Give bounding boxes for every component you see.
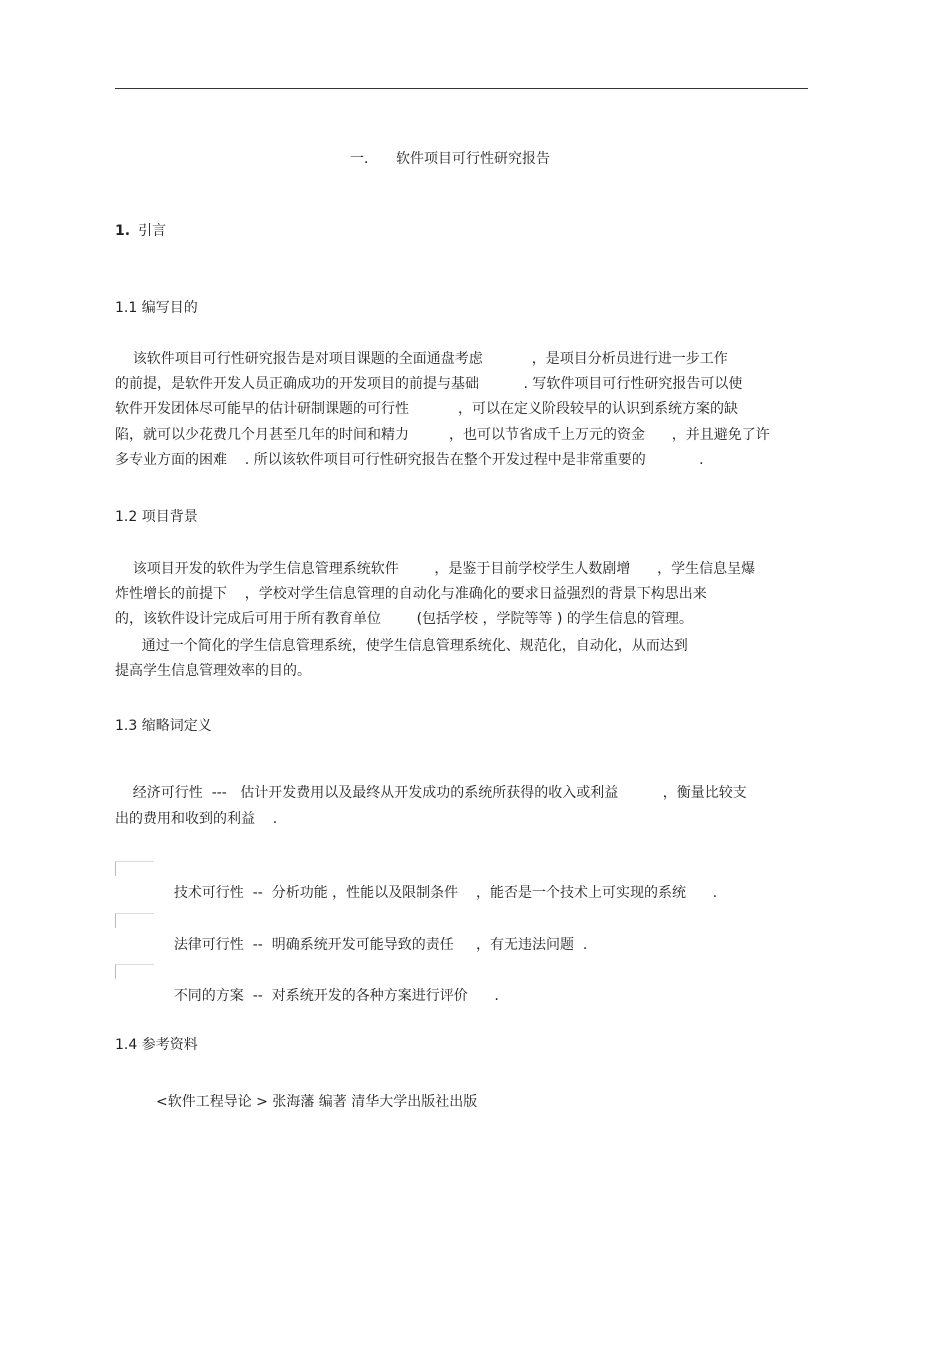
document-title (350, 147, 550, 171)
s1-1-line: 多专业方面的困难 . 所以该软件项目可行性研究报告在整个开发过程中是非常重要的 . (115, 452, 704, 468)
s1-2-line: 通过一个简化的学生信息管理系统，使学生信息管理系统化、规范化，自动化，从而达到 (115, 638, 688, 654)
s1-1-line: 软件开发团体尽可能早的估计研制课题的可行性 ，可以在定义阶段较早的认识到系统方案的缺 (115, 401, 738, 417)
section-1-number: 1. (115, 223, 131, 239)
s1-1-line: 该软件项目可行性研究报告是对项目课题的全面通盘考虑 ，是项目分析员进行进一步工作 (115, 351, 728, 367)
section-1-4-heading: 1.4 参考资料 (115, 1037, 198, 1053)
bullet-marker (115, 861, 154, 876)
s1-2-line: 该项目开发的软件为学生信息管理系统软件 ，是鉴于目前学校学生人数剧增 ，学生信息呈爆 (115, 561, 756, 577)
section-1-3-heading: 1.3 缩略词定义 (115, 718, 212, 734)
section-1-heading (115, 219, 166, 243)
econ-feasibility-line: 出的费用和收到的利益 . (115, 811, 278, 827)
section-1-label: 引言 (138, 223, 167, 239)
s1-1-line: 陷，就可以少花费几个月甚至几年的时间和精力 ，也可以节省成千上万元的资金 ，并且避免了许 (115, 427, 770, 443)
section-1-1-heading: 1.1 编写目的 (115, 300, 198, 316)
bullet-text: 不同的方案 -- 对系统开发的各种方案进行评价 . (173, 988, 499, 1004)
bullet-text: 技术可行性 -- 分析功能 ，性能以及限制条件 ，能否是一个技术上可实现的系统 . (173, 885, 718, 901)
reference-entry: <软件工程导论 > 张海藩 编著 清华大学出版社出版 (156, 1094, 478, 1110)
s1-2-line: 的，该软件设计完成后可用于所有教育单位 (包括学校 ，学院等等 ) 的学生信息的管理。 (115, 611, 693, 627)
bullet-marker (115, 913, 154, 928)
bullet-marker (115, 964, 154, 979)
bullet-text: 法律可行性 -- 明确系统开发可能导致的责任 ，有无违法问题 . (173, 937, 588, 953)
econ-feasibility-line: 经济可行性 --- 估计开发费用以及最终从开发成功的系统所获得的收入或利益 ，衡量比较支 (115, 785, 747, 801)
section-1-2-heading: 1.2 项目背景 (115, 509, 198, 525)
s1-2-line: 炸性增长的前提下 ，学校对学生信息管理的自动化与准确化的要求日益强烈的背景下构思出来 (115, 586, 707, 602)
title-text: 软件项目可行性研究报告 (396, 151, 550, 167)
header-rule (115, 88, 808, 89)
title-number: 一． (350, 151, 378, 167)
bullet-item-alternatives (115, 960, 499, 1032)
s1-2-line: 提高学生信息管理效率的目的。 (115, 663, 311, 679)
s1-1-line: 的前提，是软件开发人员正确成功的开发项目的前提与基础 . 写软件项目可行性研究报告可以使 (115, 376, 743, 392)
